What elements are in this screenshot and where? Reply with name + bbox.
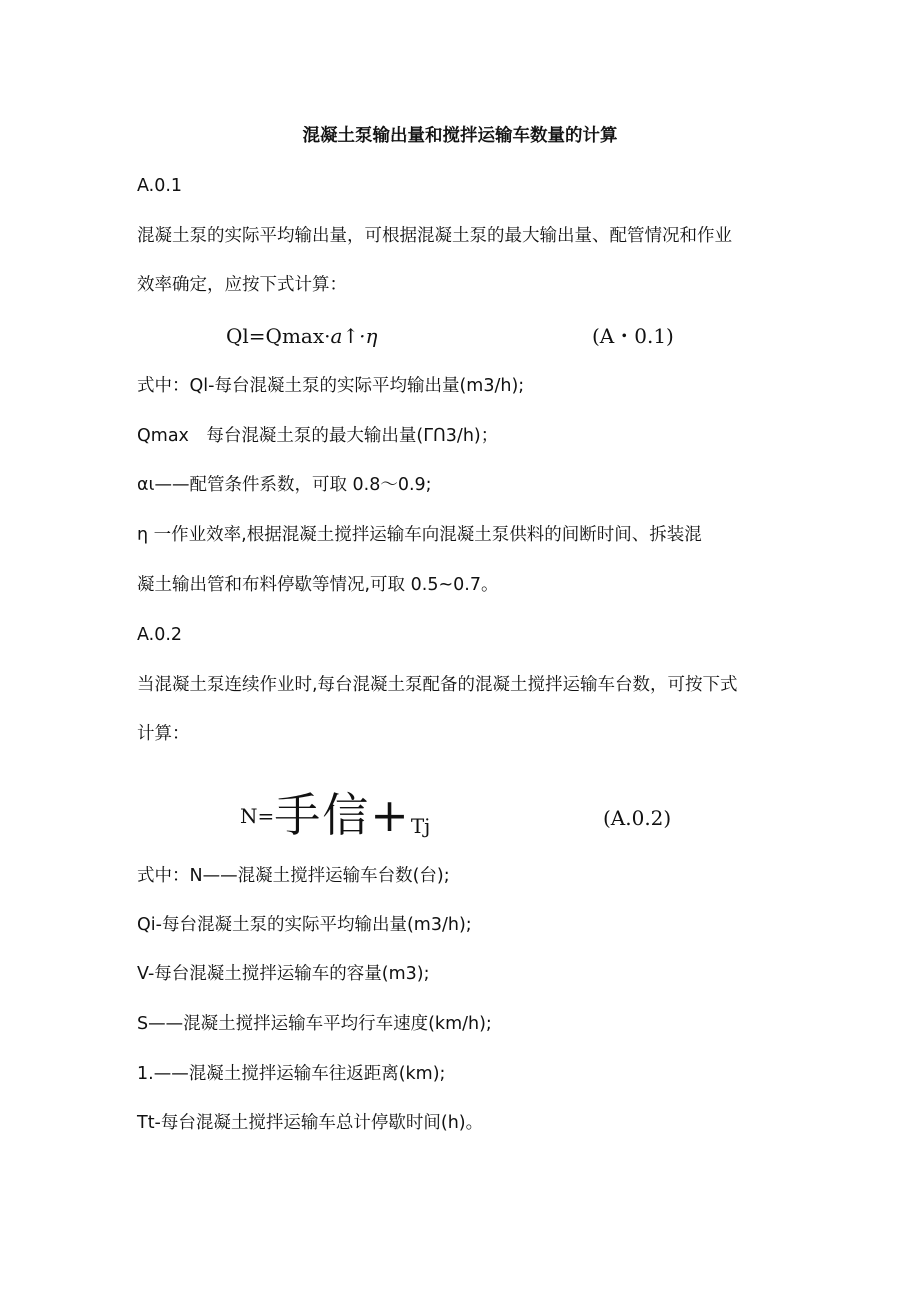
where-line: S——混凝土搅拌运输车平均行车速度(km/h); xyxy=(137,1014,492,1034)
where-line: 1.——混凝土搅拌运输车往返距离(km); xyxy=(137,1064,446,1084)
paragraph-line: 当混凝土泵连续作业时,每台混凝土泵配备的混凝土搅拌运输车台数，可按下式 xyxy=(137,675,738,695)
paragraph-line: 计算： xyxy=(137,724,190,744)
formula-suffix: Tj xyxy=(410,814,431,838)
where-line: 式中：N——混凝土搅拌运输车台数(台); xyxy=(137,866,450,886)
formula-a01 xyxy=(226,323,378,349)
where-line: V-每台混凝土搅拌运输车的容量(m3); xyxy=(137,964,430,984)
where-line: αι——配管条件系数，可取 0.8〜0.9; xyxy=(137,475,432,495)
where-line: η 一作业效率,根据混凝土搅拌运输车向混凝土泵供料的间断时间、拆装混 xyxy=(137,525,702,545)
where-line: Qmax 每台混凝土泵的最大输出量(ΓՈ3/h)； xyxy=(137,426,499,446)
formula-main: Ql=Qmax· xyxy=(226,324,331,348)
formula-a02 xyxy=(240,790,430,840)
formula-italic-part: a↑·η xyxy=(330,324,378,348)
formula-prefix: N= xyxy=(240,804,275,828)
formula-large-chars: 手信+ xyxy=(274,788,411,842)
section-heading-a01: A.0.1 xyxy=(137,176,183,196)
where-line: Qi-每台混凝土泵的实际平均输出量(m3/h); xyxy=(137,915,472,935)
section-heading-a02: A.0.2 xyxy=(137,625,183,645)
equation-number-a02: (A.0.2) xyxy=(603,806,672,830)
where-line: Tt-每台混凝土搅拌运输车总计停歇时间(h)。 xyxy=(137,1113,484,1133)
where-line: 式中：Ql-每台混凝土泵的实际平均输出量(m3/h); xyxy=(137,376,525,396)
page-title: 混凝土泵输出量和搅拌运输车数量的计算 xyxy=(302,126,618,146)
equation-number-a01: (A・0.1) xyxy=(592,324,674,348)
paragraph-line: 效率确定，应按下式计算： xyxy=(137,275,347,295)
paragraph-line: 混凝土泵的实际平均输出量，可根据混凝土泵的最大输出量、配管情况和作业 xyxy=(137,226,732,246)
where-line: 凝土输出管和布料停歇等情况,可取 0.5~0.7。 xyxy=(137,575,499,595)
